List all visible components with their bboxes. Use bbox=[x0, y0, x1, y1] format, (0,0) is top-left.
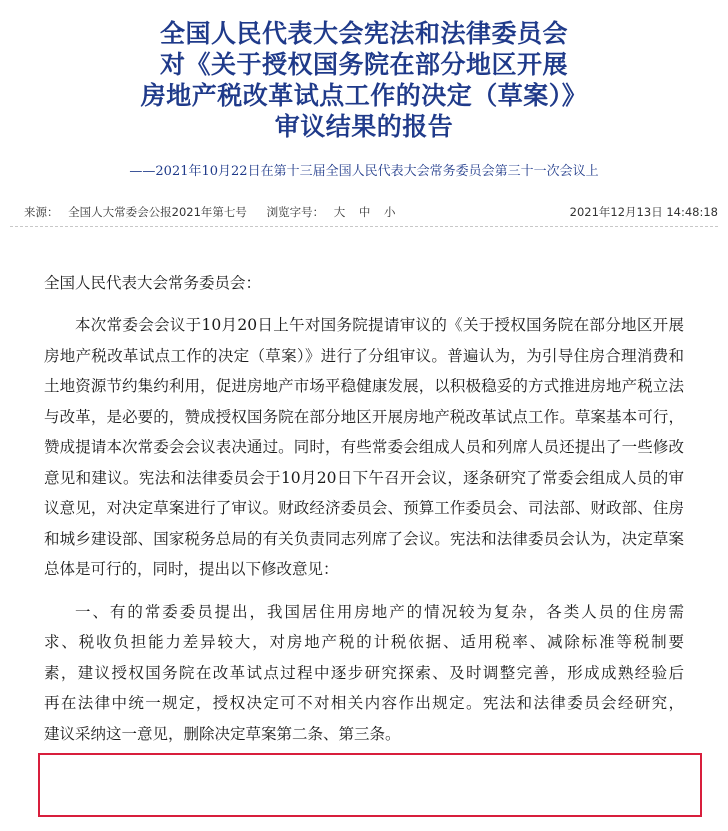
source-label: 来源： bbox=[24, 205, 59, 219]
article-meta-bar bbox=[10, 196, 718, 227]
font-size-small-link[interactable]: 小 bbox=[384, 205, 396, 219]
paragraph-2-line: 一、有的常委委员提出，我国居住用房地产的情况较为复杂，各类人员的住房需 bbox=[75, 602, 684, 621]
highlight-annotation-box bbox=[38, 753, 702, 817]
paragraph-1: 本次常委会会议于10月20日上午对国务院提请审议的《关于授权国务院在部分地区开展房地产税改革试点工作的决定（草案）》进行了分组审议。普遍认为，为引导住房合理消费和土地资源节约集约利用，促进房地产市场平稳健康发展，以积极稳妥的方式推进房地产税立法与改革，是必要的，赞成授权国务院在部分地区开展房地产税改革试点工作。草案基本可行，赞成提请本次常委会会议表决通过。同时，有些常委会组成人员和列席人员还提出了一些修改意见和建议。宪法和法律委员会于10月20日下午召开会议，逐条研究了常委会组成人员的审议意见，对决定草案进行了审议。财政经济委员会、预算工作委员会、司法部、财政部、住房和城乡建设部、国家税务总局的有关负责同志列席了会议。宪法和法律委员会认为，决定草案总体是可行的，同时，提出以下修改意见： bbox=[44, 316, 684, 578]
article-body bbox=[44, 268, 684, 749]
meeting-subtitle: ——2021年10月22日在第十三届全国人民代表大会常务委员会第三十一次会议上 bbox=[129, 164, 599, 179]
meta-left bbox=[24, 204, 406, 220]
salutation: 全国人民代表大会常务委员会： bbox=[44, 274, 262, 292]
paragraph-2-line: 素，建议授权国务院在改革试点过程中逐步研究探索、及时调整完善，形成成熟经验后 bbox=[44, 663, 684, 682]
source-value: 全国人大常委会公报2021年第七号 bbox=[68, 205, 247, 219]
paragraph-2-line: 再在法律中统一规定，授权决定可不对相关内容作出规定。宪法和法律委员会经研究， bbox=[44, 694, 684, 712]
title-line-3: 房地产税改革试点工作的决定（草案）》 bbox=[140, 81, 588, 110]
font-size-medium-link[interactable]: 中 bbox=[358, 205, 371, 219]
report-title bbox=[0, 18, 728, 142]
title-line-4: 审议结果的报告 bbox=[274, 112, 454, 141]
paragraph-2 bbox=[44, 597, 684, 750]
paragraph-2-line: 建议采纳这一意见，删除决定草案第二条、第三条。 bbox=[44, 724, 401, 743]
paragraph-2-line: 求、税收负担能力差异较大，对房地产税的计税依据、适用税率、减除标准等税制要 bbox=[44, 633, 684, 651]
font-size-large-link[interactable]: 大 bbox=[333, 205, 346, 219]
title-line-1: 全国人民代表大会宪法和法律委员会 bbox=[159, 19, 568, 48]
title-line-2: 对《关于授权国务院在部分地区开展 bbox=[159, 50, 568, 79]
font-size-label: 浏览字号： bbox=[266, 205, 325, 219]
publish-datetime: 2021年12月13日 14:48:18 bbox=[569, 205, 718, 219]
